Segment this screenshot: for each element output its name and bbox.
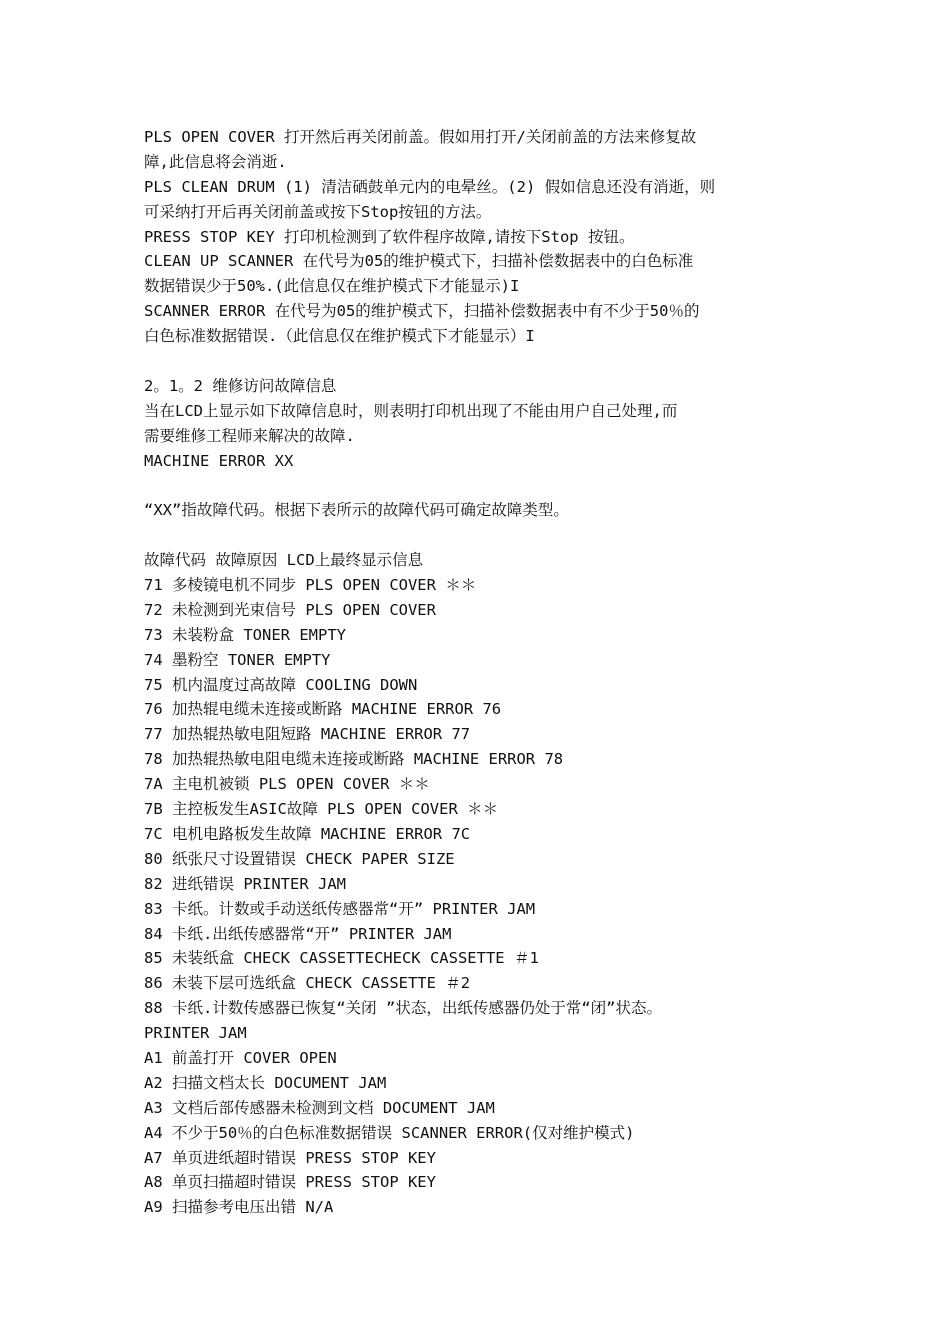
table-row: 78 加热辊热敏电阻电缆未连接或断路 MACHINE ERROR 78	[144, 750, 564, 769]
blank-line	[144, 523, 824, 548]
table-row: 77 加热辊热敏电阻短路 MACHINE ERROR 77	[144, 725, 471, 744]
table-row: 71 多棱镜电机不同步 PLS OPEN COVER ＊＊	[144, 576, 477, 595]
blank-line	[144, 473, 824, 498]
table-row: A1 前盖打开 COVER OPEN	[144, 1048, 337, 1067]
text-line: 数据错误少于50%.(此信息仅在维护模式下才能显示)I	[144, 277, 520, 296]
blank-line	[144, 349, 824, 374]
table-row: 7B 主控板发生ASIC故障 PLS OPEN COVER ＊＊	[144, 800, 499, 819]
table-row: A2 扫描文档太长 DOCUMENT JAM	[144, 1073, 387, 1092]
text-line: MACHINE ERROR XX	[144, 451, 294, 470]
error-code-table	[144, 548, 824, 1220]
table-row: PRINTER JAM	[144, 1024, 247, 1043]
table-row: 73 未装粉盒 TONER EMPTY	[144, 625, 346, 644]
table-row: A7 单页进纸超时错误 PRESS STOP KEY	[144, 1148, 436, 1167]
text-line: PLS OPEN COVER 打开然后再关闭前盖。假如用打开/关闭前盖的方法来修复故	[144, 128, 697, 146]
text-line: PLS CLEAN DRUM (1) 清洁硒鼓单元内的电晕丝。(2) 假如信息还没有消逝，则	[144, 177, 716, 196]
text-line: CLEAN UP SCANNER 在代号为05的维护模式下，扫描补偿数据表中的白色标准	[144, 252, 694, 271]
section-heading: 2。1。2 维修访问故障信息	[144, 376, 337, 395]
table-row: 85 未装纸盒 CHECK CASSETTECHECK CASSETTE ＃1	[144, 949, 539, 968]
text-line: 可采纳打开后再关闭前盖或按下Stop按钮的方法。	[144, 202, 492, 221]
note-line: “XX”指故障代码。根据下表所示的故障代码可确定故障类型。	[144, 501, 569, 520]
table-row: 74 墨粉空 TONER EMPTY	[144, 650, 331, 669]
table-row: A3 文档后部传感器未检测到文档 DOCUMENT JAM	[144, 1098, 495, 1117]
text-line: 白色标准数据错误.（此信息仅在维护模式下才能显示）I	[144, 327, 535, 346]
section-paragraph	[144, 374, 824, 474]
table-row: 88 卡纸.计数传感器已恢复“关闭 ”状态，出纸传感器仍处于常“闭”状态。	[144, 999, 662, 1018]
text-line: 当在LCD上显示如下故障信息时，则表明打印机出现了不能由用户自己处理,而	[144, 401, 678, 420]
table-row: 7C 电机电路板发生故障 MACHINE ERROR 7C	[144, 824, 471, 843]
table-row: 76 加热辊电缆未连接或断路 MACHINE ERROR 76	[144, 700, 502, 719]
table-row: A8 单页扫描超时错误 PRESS STOP KEY	[144, 1173, 436, 1192]
table-row: A4 不少于50％的白色标准数据错误 SCANNER ERROR(仅对维护模式)	[144, 1123, 635, 1142]
table-row: 72 未检测到光束信号 PLS OPEN COVER	[144, 600, 436, 619]
text-line: PRESS STOP KEY 打印机检测到了软件程序故障,请按下Stop 按钮。	[144, 227, 635, 246]
text-line: SCANNER ERROR 在代号为05的维护模式下，扫描补偿数据表中有不少于50％的	[144, 302, 700, 321]
table-header: 故障代码 故障原因 LCD上最终显示信息	[144, 551, 424, 570]
table-row: 84 卡纸.出纸传感器常“开” PRINTER JAM	[144, 924, 452, 943]
table-row: 75 机内温度过高故障 COOLING DOWN	[144, 675, 418, 694]
intro-paragraph	[144, 125, 824, 349]
table-row: 86 未装下层可选纸盒 CHECK CASSETTE ＃2	[144, 974, 471, 993]
table-row: 83 卡纸。计数或手动送纸传感器常“开” PRINTER JAM	[144, 899, 536, 918]
table-row: 7A 主电机被锁 PLS OPEN COVER ＊＊	[144, 775, 430, 794]
text-line: 障,此信息将会消逝.	[144, 152, 287, 171]
table-row: A9 扫描参考电压出错 N/A	[144, 1198, 334, 1217]
table-row: 80 纸张尺寸设置错误 CHECK PAPER SIZE	[144, 849, 455, 868]
table-row: 82 进纸错误 PRINTER JAM	[144, 874, 346, 893]
text-line: 需要维修工程师来解决的故障.	[144, 426, 355, 445]
document-body	[144, 125, 824, 1220]
